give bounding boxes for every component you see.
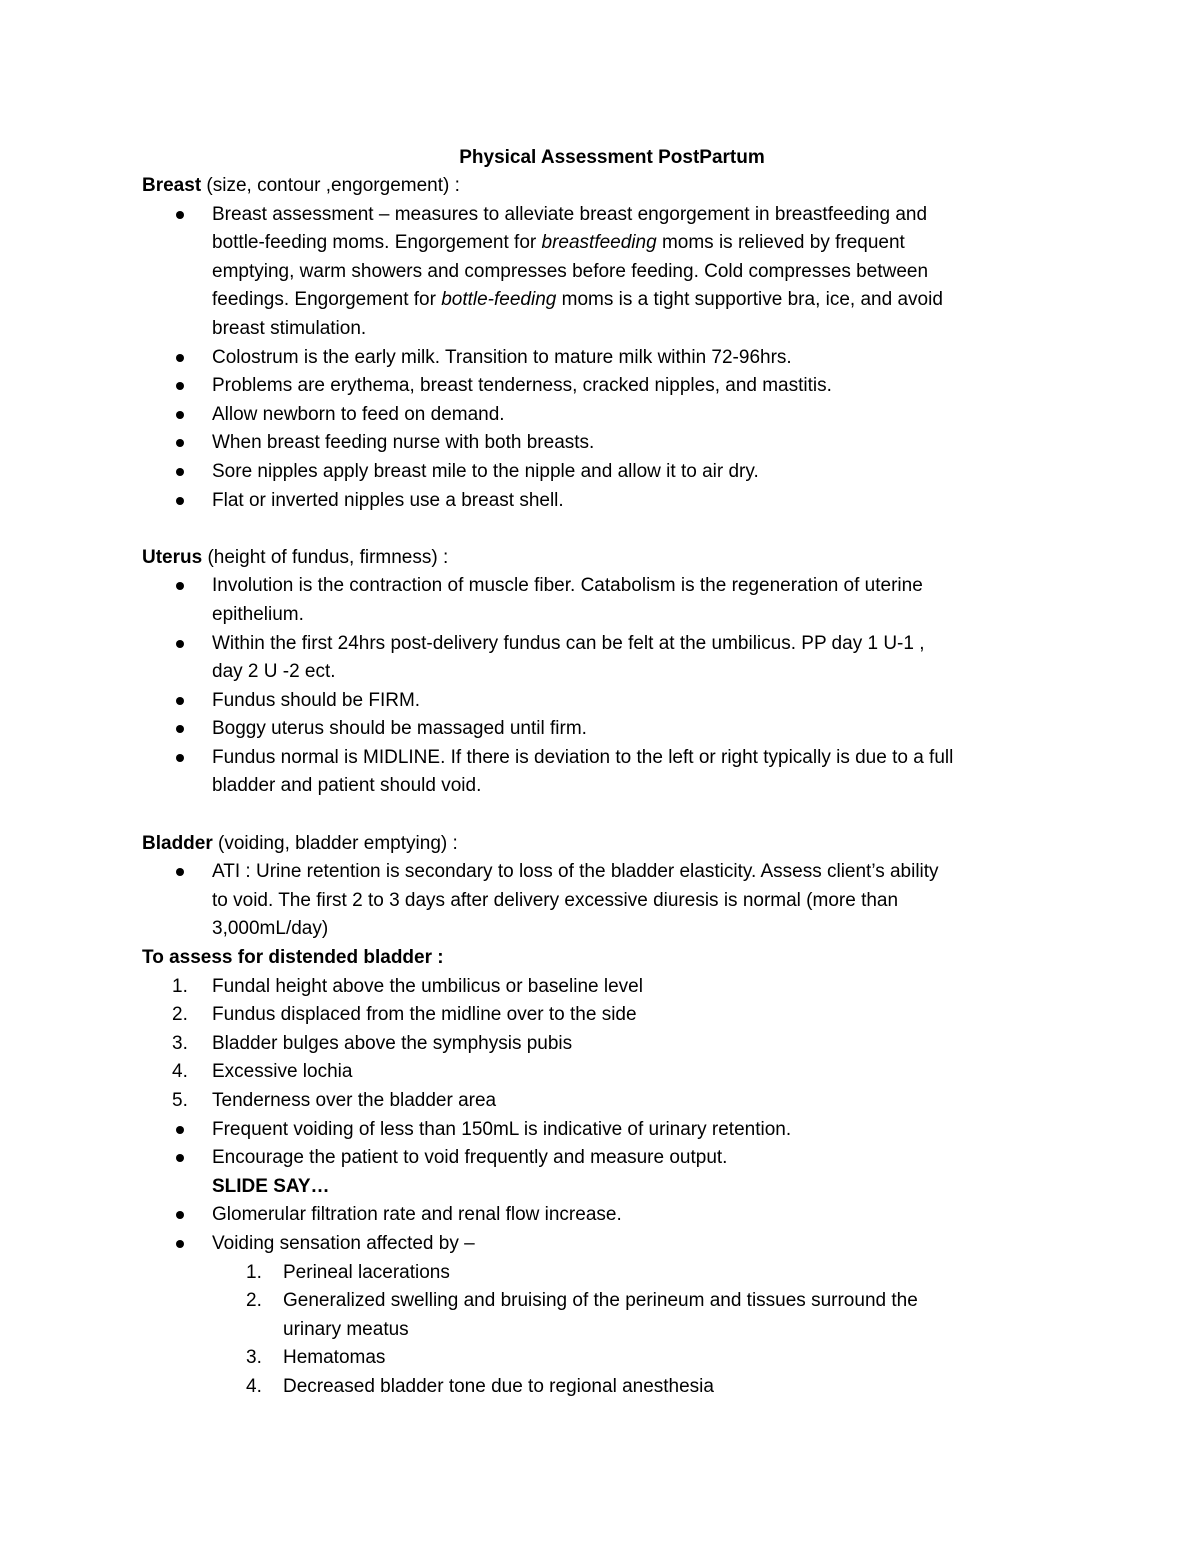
item-number: 4. — [172, 1061, 188, 1083]
bullet-icon — [176, 411, 184, 419]
list-item: ATI : Urine retention is secondary to loss of the bladder elasticity. Assess client’s ability — [142, 858, 1082, 887]
list-item-continuation: day 2 U -2 ect. — [212, 661, 336, 683]
breast-heading-detail: (size, contour ,engorgement) : — [201, 175, 460, 196]
list-item: Glomerular filtration rate and renal flow increase. — [142, 1201, 1082, 1230]
list-item: When breast feeding nurse with both breasts. — [142, 429, 1082, 458]
uterus-heading-detail: (height of fundus, firmness) : — [202, 546, 449, 568]
list-item-continuation: feedings. Engorgement for bottle-feeding moms is a tight supportive bra, ice, and avoid — [212, 289, 943, 311]
bullet-icon — [176, 382, 184, 390]
list-item-continuation: bladder and patient should void. — [212, 775, 482, 797]
list-item-continuation: to void. The first 2 to 3 days after delivery excessive diuresis is normal (more than — [212, 889, 899, 911]
list-item-continuation: urinary meatus — [283, 1318, 409, 1340]
item-number: 1. — [172, 975, 188, 997]
list-item-continuation: bottle-feeding moms. Engorgement for breastfeeding moms is relieved by frequent — [212, 232, 905, 254]
emphasis-text: bottle-feeding — [441, 289, 557, 311]
emphasis-text: breastfeeding — [541, 232, 657, 254]
bladder-heading-detail: (voiding, bladder emptying) : — [212, 832, 458, 854]
bladder-heading-label: Bladder — [142, 832, 213, 854]
numbered-item: 5. Tenderness over the bladder area — [142, 1087, 1082, 1116]
list-item: Boggy uterus should be massaged until firm. — [142, 715, 1082, 744]
numbered-item: 2. Fundus displaced from the midline over to the side — [142, 1001, 1082, 1030]
sub-numbered-item: 4. Decreased bladder tone due to regional anesthesia — [142, 1373, 1082, 1402]
uterus-heading-label: Uterus — [142, 546, 203, 568]
page-title: Physical Assessment PostPartum — [459, 147, 765, 168]
bullet-icon — [176, 697, 184, 705]
slide-say-label: SLIDE SAY… — [212, 1175, 330, 1197]
bullet-icon — [176, 868, 184, 876]
item-number: 2. — [172, 1004, 188, 1026]
list-item: Within the first 24hrs post-delivery fundus can be felt at the umbilicus. PP day 1 U-1 , — [142, 630, 1082, 659]
bullet-icon — [176, 754, 184, 762]
bullet-icon — [176, 640, 184, 648]
list-item: Colostrum is the early milk. Transition to mature milk within 72-96hrs. — [142, 344, 1082, 373]
item-number: 2. — [246, 1290, 262, 1312]
item-number: 5. — [172, 1090, 188, 1111]
bullet-icon — [176, 1154, 184, 1162]
bladder-heading — [142, 830, 1082, 859]
item-number: 3. — [246, 1347, 262, 1369]
list-item: Problems are erythema, breast tenderness, cracked nipples, and mastitis. — [142, 372, 1082, 401]
bullet-icon — [176, 725, 184, 733]
list-item: Fundus normal is MIDLINE. If there is deviation to the left or right typically is due to a full — [142, 744, 1082, 773]
bullet-icon — [176, 582, 184, 590]
uterus-heading — [142, 544, 1082, 573]
distended-bladder-heading: To assess for distended bladder : — [142, 947, 444, 969]
bullet-icon — [176, 211, 184, 219]
list-item: Voiding sensation affected by – — [142, 1230, 1082, 1259]
item-number: 3. — [172, 1032, 188, 1054]
bullet-icon — [176, 439, 184, 447]
list-item: Encourage the patient to void frequently and measure output. — [142, 1144, 1082, 1173]
list-item-continuation: epithelium. — [212, 603, 304, 625]
breast-heading-label: Breast — [142, 175, 202, 196]
sub-numbered-item: 1. Perineal lacerations — [142, 1259, 1082, 1288]
bullet-icon — [176, 468, 184, 476]
bullet-icon — [176, 1126, 184, 1134]
bullet-icon — [176, 354, 184, 362]
spacer — [142, 801, 1082, 830]
spacer — [142, 515, 1082, 544]
numbered-item: 3. Bladder bulges above the symphysis pubis — [142, 1030, 1082, 1059]
item-number: 1. — [246, 1261, 262, 1283]
numbered-item: 4. Excessive lochia — [142, 1058, 1082, 1087]
sub-numbered-item: 2. Generalized swelling and bruising of the perineum and tissues surround the — [142, 1287, 1082, 1316]
document-page — [142, 144, 1082, 1402]
list-item-continuation: emptying, warm showers and compresses before feeding. Cold compresses between — [212, 260, 929, 282]
list-item: Sore nipples apply breast mile to the nipple and allow it to air dry. — [142, 458, 1082, 487]
list-item-continuation: breast stimulation. — [212, 317, 367, 339]
bullet-icon — [176, 1240, 184, 1248]
list-item: Fundus should be FIRM. — [142, 687, 1082, 716]
bullet-icon — [176, 497, 184, 505]
breast-heading — [142, 172, 1082, 201]
list-item: Breast assessment – measures to alleviate breast engorgement in breastfeeding and — [142, 201, 1082, 230]
bullet-icon — [176, 1211, 184, 1219]
item-number: 4. — [246, 1375, 262, 1397]
numbered-item: 1. Fundal height above the umbilicus or baseline level — [142, 973, 1082, 1002]
list-item: Flat or inverted nipples use a breast shell. — [142, 487, 1082, 516]
sub-numbered-item: 3. Hematomas — [142, 1344, 1082, 1373]
list-item-continuation: 3,000mL/day) — [212, 918, 329, 940]
list-item: Frequent voiding of less than 150mL is indicative of urinary retention. — [142, 1116, 1082, 1145]
list-item: Involution is the contraction of muscle fiber. Catabolism is the regeneration of uterine — [142, 572, 1082, 601]
list-item: Allow newborn to feed on demand. — [142, 401, 1082, 430]
